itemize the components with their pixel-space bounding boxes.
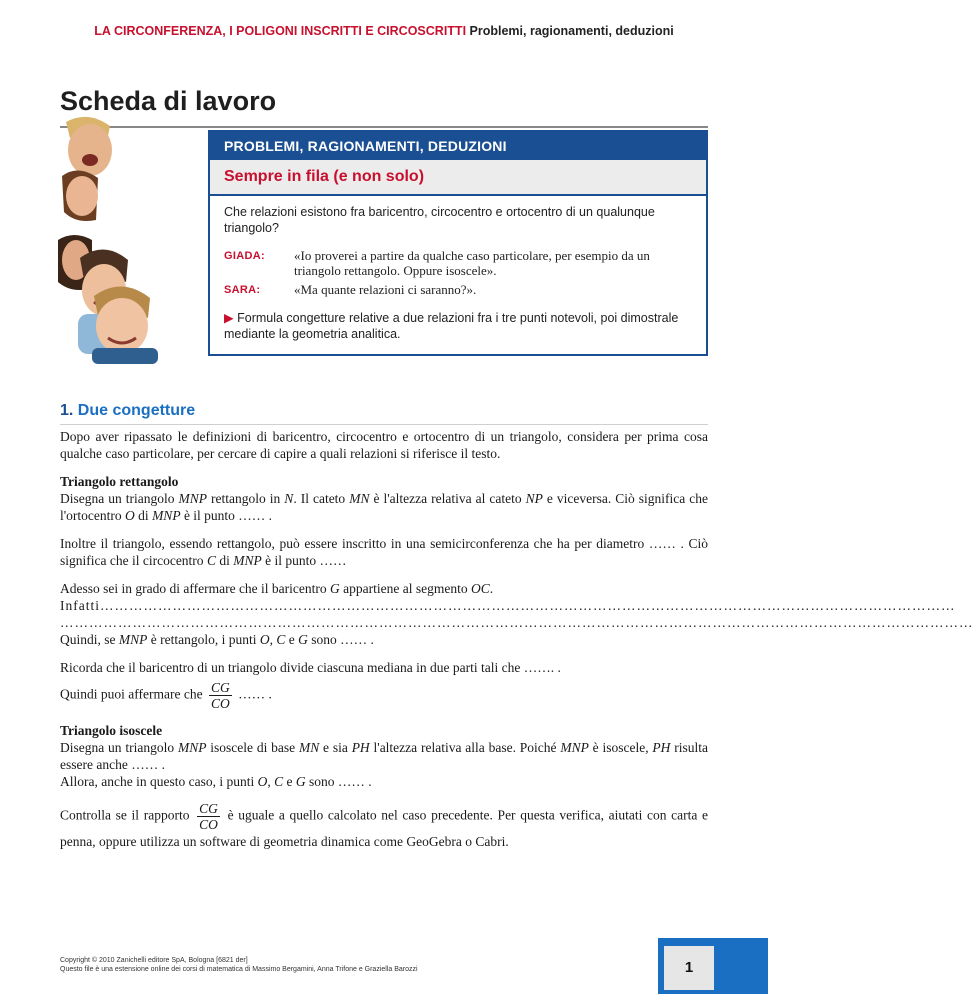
controlla-paragraph bbox=[60, 801, 708, 851]
text-run: Quindi, se bbox=[60, 632, 119, 647]
math-var: MN bbox=[349, 491, 370, 506]
running-header bbox=[0, 24, 768, 38]
text-run: sono …… . bbox=[305, 774, 372, 789]
text-run: …… . bbox=[238, 686, 272, 702]
section-heading: Due congetture bbox=[77, 402, 196, 419]
box-task-text: Formula congetture relative a due relazioni fra i tre punti notevoli, poi dimostrale mediante la geometria analitica. bbox=[224, 311, 679, 341]
text-run: Allora, anche in questo caso, i punti bbox=[60, 774, 258, 789]
rettangolo-p3 bbox=[60, 580, 974, 648]
text-run: , bbox=[267, 774, 275, 789]
text-run: Disegna un triangolo bbox=[60, 491, 179, 506]
text-run: sono …… . bbox=[307, 632, 374, 647]
math-var: MNP bbox=[233, 553, 262, 568]
math-var: O bbox=[259, 632, 270, 647]
rettangolo-title: Triangolo rettangolo bbox=[60, 474, 179, 489]
box-heading: PROBLEMI, RAGIONAMENTI, DEDUZIONI bbox=[210, 132, 706, 160]
text-run: Quindi puoi affermare che bbox=[60, 686, 203, 702]
section-content bbox=[60, 428, 974, 862]
math-var: O bbox=[257, 774, 268, 789]
box-subheading: Sempre in fila (e non solo) bbox=[210, 160, 706, 196]
header-chapter: LA CIRCONFERENZA, I POLIGONI INSCRITTI E CIRCOSCRITTI bbox=[94, 24, 467, 38]
text-run: è l'altezza relativa al cateto bbox=[369, 491, 526, 506]
text-run: Controlla se il rapporto bbox=[60, 807, 190, 823]
math-var: OC bbox=[470, 581, 490, 596]
math-var: MN bbox=[298, 740, 320, 755]
section-number: 1. bbox=[60, 402, 74, 419]
math-var: PH bbox=[351, 740, 370, 755]
text-run: e viceversa. Ciò significa che l'ortocentro bbox=[60, 491, 708, 523]
fraction-cg-co-2 bbox=[197, 801, 220, 832]
footer-line-2: Questo file è una estensione online dei corsi di matematica di Massimo Bergamini, Anna Trifone e Graziella Barozzi bbox=[60, 966, 418, 973]
isoscele-p1 bbox=[60, 722, 708, 790]
text-run: Disegna un triangolo bbox=[60, 740, 178, 755]
text-run: , bbox=[269, 632, 277, 647]
mediana-paragraph: Ricorda che il baricentro di un triangolo divide ciascuna mediana in due parti tali che ……. . bbox=[60, 660, 561, 675]
text-run: e bbox=[285, 632, 299, 647]
student-face-2 bbox=[62, 170, 98, 221]
box-body bbox=[210, 196, 706, 342]
math-var: O bbox=[125, 508, 135, 523]
answer-line-infatti: Infatti…………………………………………………………………………………………………………………………………………………………… bbox=[60, 598, 956, 613]
math-var: C bbox=[274, 774, 284, 789]
text-run: di bbox=[134, 508, 153, 523]
student-face-5 bbox=[92, 286, 158, 364]
line-sara: «Ma quante relazioni ci saranno?». bbox=[294, 282, 477, 297]
answer-line: ……………………………………………………………………………………………………………………………………………………………………… bbox=[60, 615, 974, 630]
text-run: l'altezza relativa alla base. Poiché bbox=[369, 740, 561, 755]
text-run: è uguale a quello calcolato nel caso precedente. Per questa verifica, aiutati con carta e penna, oppure utilizza un software di geometria dinamica come GeoGebra o Cabri. bbox=[60, 807, 709, 849]
text-run: . bbox=[489, 581, 494, 596]
copyright-footer bbox=[60, 956, 418, 974]
text-run: risulta essere anche …… . bbox=[60, 740, 708, 772]
text-run: appartiene al segmento bbox=[339, 581, 471, 596]
page-title: Scheda di lavoro bbox=[60, 86, 277, 116]
speaker-giada: GIADA: bbox=[224, 250, 265, 262]
math-var: MNP bbox=[178, 491, 208, 506]
text-run: e bbox=[283, 774, 296, 789]
math-var: MNP bbox=[177, 740, 207, 755]
text-run: di bbox=[215, 553, 234, 568]
speaker-sara: SARA: bbox=[224, 284, 261, 296]
math-var: G bbox=[330, 581, 340, 596]
text-run: isoscele di base bbox=[206, 740, 299, 755]
math-var: C bbox=[276, 632, 286, 647]
header-section: Problemi, ragionamenti, deduzioni bbox=[469, 24, 674, 38]
text-run: è il punto …… . bbox=[180, 508, 273, 523]
student-face-1 bbox=[66, 117, 112, 176]
dialog bbox=[224, 248, 692, 298]
isoscele-title: Triangolo isoscele bbox=[60, 723, 163, 738]
box-question: Che relazioni esistono fra baricentro, circocentro e ortocentro di un qualunque triangolo? bbox=[224, 205, 655, 235]
math-var: C bbox=[206, 553, 216, 568]
fraction-denominator: CO bbox=[199, 817, 218, 832]
math-var: G bbox=[298, 632, 308, 647]
students-photo bbox=[58, 112, 216, 364]
text-run: è isoscele, bbox=[588, 740, 653, 755]
fraction-denominator: CO bbox=[210, 696, 230, 711]
intro-paragraph: Dopo aver ripassato le definizioni di baricentro, circocentro e ortocentro di un triangolo, considera per prima cosa qualche caso particolare, per cercare di capire a quali relazioni si riferisce il testo. bbox=[60, 429, 708, 461]
math-var: MNP bbox=[152, 508, 181, 523]
math-var: MNP bbox=[118, 632, 148, 647]
fraction-numerator: CG bbox=[210, 680, 230, 695]
math-var: NP bbox=[525, 491, 543, 506]
section-title bbox=[60, 402, 195, 420]
page-number: 1 bbox=[664, 946, 714, 990]
text-run: è rettangolo, i punti bbox=[147, 632, 260, 647]
fraction-cg-co bbox=[209, 680, 232, 711]
text-run: Adesso sei in grado di affermare che il baricentro bbox=[60, 581, 331, 596]
rettangolo-p2 bbox=[60, 535, 708, 569]
rettangolo-p1 bbox=[60, 473, 708, 524]
text-run: rettangolo in bbox=[207, 491, 285, 506]
problem-box bbox=[208, 130, 708, 356]
math-var: N bbox=[284, 491, 294, 506]
text-run: è il punto …… bbox=[261, 553, 347, 568]
line-giada: «Io proverei a partire da qualche caso particolare, per esempio da un triangolo rettangolo. Oppure isoscele». bbox=[294, 248, 650, 278]
math-var: MNP bbox=[560, 740, 589, 755]
math-var: PH bbox=[652, 740, 671, 755]
box-task bbox=[224, 310, 692, 342]
text-run: e sia bbox=[319, 740, 352, 755]
text-run: Inoltre il triangolo, essendo rettangolo, può essere inscritto in una semicirconferenza che ha per diametro …… . Ciò significa che il circocentro bbox=[60, 536, 708, 568]
section-divider bbox=[60, 424, 708, 425]
fraction-numerator: CG bbox=[199, 801, 218, 816]
math-var: G bbox=[295, 774, 306, 789]
arrow-right-icon: ▶ bbox=[224, 311, 234, 325]
text-run: . Il cateto bbox=[293, 491, 350, 506]
footer-line-1: Copyright © 2010 Zanichelli editore SpA, Bologna [6821 der] bbox=[60, 957, 248, 964]
quindi-paragraph bbox=[60, 680, 708, 711]
